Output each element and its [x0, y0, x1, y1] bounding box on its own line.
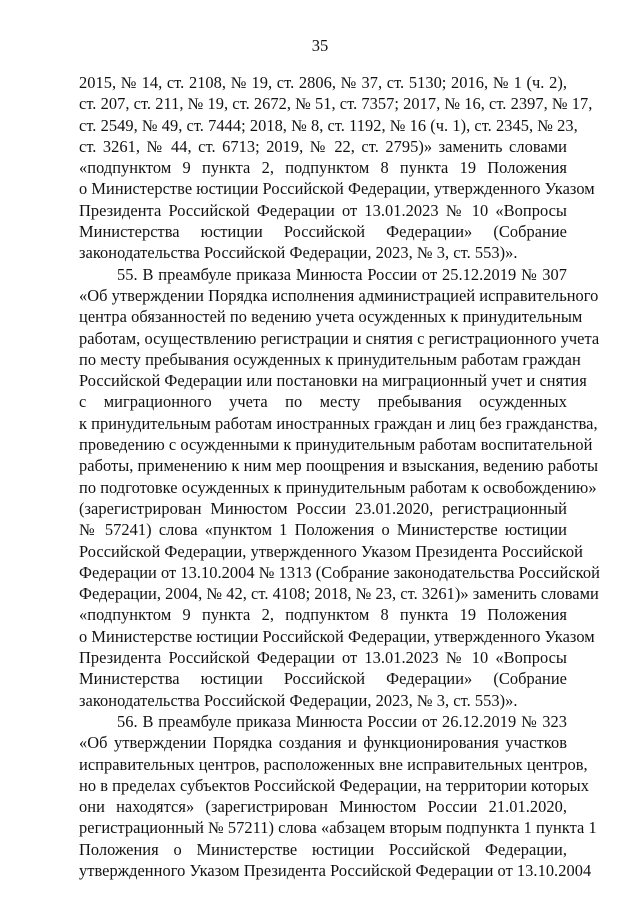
text-line: проведению с осужденными к принудительным работам воспитательной: [79, 435, 593, 455]
text-line: работам, осуществлению регистрации и снятия с регистрационного учета: [79, 328, 600, 348]
text-line: ст. 3261, № 44, ст. 6713; 2019, № 22, ст. 2795)» заменить словами: [79, 136, 567, 156]
text-line: законодательства Российской Федерации, 2023, № 3, ст. 553)».: [79, 690, 518, 710]
text-line: законодательства Российской Федерации, 2023, № 3, ст. 553)».: [79, 243, 518, 263]
text-line: «подпунктом 9 пункта 2, подпунктом 8 пункта 19 Положения: [79, 158, 567, 178]
document-body: [79, 72, 600, 881]
text-line: с миграционного учета по месту пребывания осужденных: [79, 392, 567, 412]
text-line: «подпунктом 9 пункта 2, подпунктом 8 пункта 19 Положения: [79, 605, 567, 625]
text-line: 56. В преамбуле приказа Минюста России от 26.12.2019 № 323: [117, 711, 567, 731]
text-line: утвержденного Указом Президента Российской Федерации от 13.10.2004: [79, 860, 592, 880]
text-line: Федерации от 13.10.2004 № 1313 (Собрание законодательства Российской: [79, 562, 600, 582]
text-line: исправительных центров, расположенных вне исправительных центров,: [79, 754, 588, 774]
text-line: 55. В преамбуле приказа Минюста России от 25.12.2019 № 307: [117, 264, 567, 284]
text-line: о Министерстве юстиции Российской Федерации, утвержденного Указом: [79, 179, 595, 199]
text-line: работы, применению к ним мер поощрения и взыскания, ведению работы: [79, 456, 599, 476]
page-number: 35: [311, 36, 329, 55]
text-line: ст. 207, ст. 211, № 19, ст. 2672, № 51, ст. 7357; 2017, № 16, ст. 2397, № 17,: [79, 94, 593, 114]
text-line: Российской Федерации, утвержденного Указом Президента Российской: [79, 541, 583, 561]
text-line: Российской Федерации или постановки на миграционный учет и снятия: [79, 371, 587, 391]
text-line: центра обязанностей по ведению учета осужденных к принудительным: [79, 307, 583, 327]
text-line: по подготовке осужденных к принудительным работам к освобождению»: [79, 477, 597, 497]
text-line: Министерства юстиции Российской Федерации» (Собрание: [79, 222, 567, 242]
text-line: «Об утверждении Порядка создания и функционирования участков: [79, 733, 567, 753]
text-line: 2015, № 14, ст. 2108, № 19, ст. 2806, № 37, ст. 5130; 2016, № 1 (ч. 2),: [79, 73, 567, 92]
text-line: но в пределах субъектов Российской Федерации, на территории которых: [79, 775, 589, 795]
text-line: Президента Российской Федерации от 13.01.2023 № 10 «Вопросы: [79, 200, 567, 220]
text-line: Президента Российской Федерации от 13.01.2023 № 10 «Вопросы: [79, 648, 567, 668]
text-line: Федерации, 2004, № 42, ст. 4108; 2018, № 23, ст. 3261)» заменить словами: [79, 584, 599, 604]
text-line: по месту пребывания осужденных к принудительным работам граждан: [79, 349, 581, 369]
text-line: № 57241) слова «пунктом 1 Положения о Министерстве юстиции: [79, 520, 567, 540]
text-line: регистрационный № 57211) слова «абзацем вторым подпункта 1 пункта 1: [79, 818, 597, 838]
text-line: Министерства юстиции Российской Федерации» (Собрание: [79, 669, 567, 689]
text-line: «Об утверждении Порядка исполнения администрацией исправительного: [79, 285, 599, 305]
text-line: (зарегистрирован Минюстом России 23.01.2020, регистрационный: [79, 498, 567, 518]
text-line: ст. 2549, № 49, ст. 7444; 2018, № 8, ст. 1192, № 16 (ч. 1), ст. 2345, № 23,: [79, 115, 578, 135]
text-line: о Министерстве юстиции Российской Федерации, утвержденного Указом: [79, 626, 595, 646]
text-line: они находятся» (зарегистрирован Минюстом России 21.01.2020,: [79, 797, 567, 817]
text-line: к принудительным работам иностранных граждан и лиц без гражданства,: [79, 413, 598, 433]
text-line: Положения о Министерстве юстиции Российской Федерации,: [79, 839, 567, 859]
